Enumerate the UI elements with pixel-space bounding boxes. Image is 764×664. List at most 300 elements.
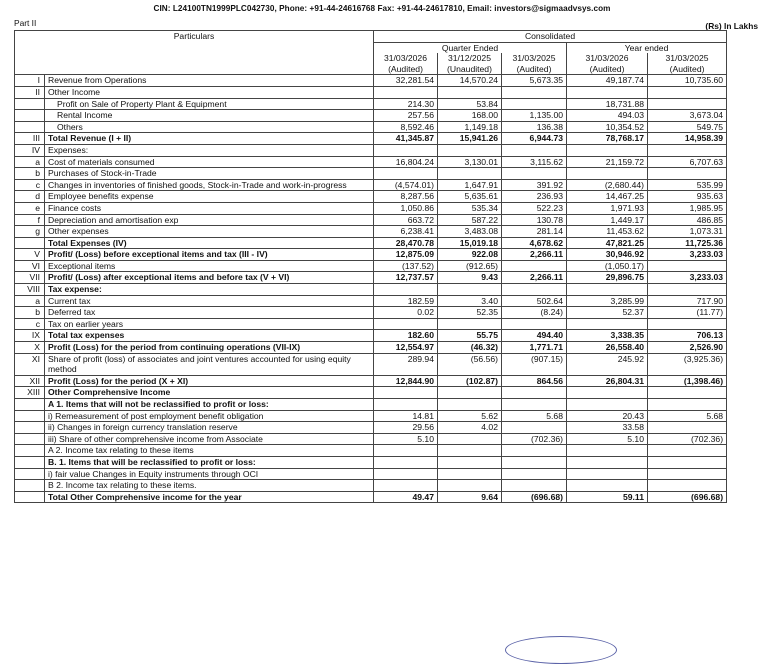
value-cell: 257.56 [374,110,438,122]
row-label: Deferred tax [45,307,374,319]
value-cell [438,387,502,399]
value-cell [502,480,567,492]
value-cell [648,480,727,492]
table-row [15,260,727,272]
table-row [15,295,727,307]
value-cell: 1,135.00 [502,110,567,122]
value-cell: 9.43 [438,272,502,284]
table-row [15,214,727,226]
value-cell: 5,635.61 [438,191,502,203]
value-cell: 29,896.75 [567,272,648,284]
currency-unit-label: (Rs) In Lakhs [705,21,758,31]
cin-contact-line: CIN: L24100TN1999PLC042730, Phone: +91-44-24616768 Fax: +91-44-24617810, Email: investors@sigmaadvsys.com [153,4,611,13]
value-cell [648,284,727,296]
row-number [15,468,45,480]
column-status: (Unaudited) [438,64,502,75]
value-cell [374,445,438,457]
value-cell: 5.68 [502,410,567,422]
table-row [15,179,727,191]
value-cell: 32,281.54 [374,75,438,87]
row-number: V [15,249,45,261]
value-cell: 522.23 [502,202,567,214]
row-number: IX [15,330,45,342]
value-cell: 12,844.90 [374,375,438,387]
row-label: Profit on Sale of Property Plant & Equipment [45,98,374,110]
row-number: VIII [15,284,45,296]
value-cell: 236.93 [502,191,567,203]
value-cell [567,399,648,411]
value-cell: 281.14 [502,226,567,238]
value-cell: 15,019.18 [438,237,502,249]
value-cell: 5.10 [374,433,438,445]
value-cell [374,456,438,468]
value-cell: 494.03 [567,110,648,122]
value-cell: 3,115.62 [502,156,567,168]
row-label: Profit/ (Loss) after exceptional items and before tax (V + VI) [45,272,374,284]
row-number [15,433,45,445]
row-label: Profit/ (Loss) before exceptional items and tax (III - IV) [45,249,374,261]
value-cell [567,144,648,156]
value-cell: 12,554.97 [374,342,438,354]
value-cell [648,98,727,110]
value-cell: 494.40 [502,330,567,342]
row-label: Total Revenue (I + II) [45,133,374,145]
value-cell: 214.30 [374,98,438,110]
value-cell [502,144,567,156]
value-cell: 549.75 [648,121,727,133]
row-number: XII [15,375,45,387]
row-label: Employee benefits expense [45,191,374,203]
value-cell [502,284,567,296]
row-number [15,410,45,422]
value-cell: 26,804.31 [567,375,648,387]
value-cell [502,445,567,457]
value-cell [648,456,727,468]
row-number: XIII [15,387,45,399]
table-row [15,410,727,422]
table-row [15,307,727,319]
table-row [15,191,727,203]
value-cell: (912.65) [438,260,502,272]
table-row [15,330,727,342]
value-cell: 3,673.04 [648,110,727,122]
value-cell: 10,354.52 [567,121,648,133]
value-cell [567,445,648,457]
value-cell: 14,570.24 [438,75,502,87]
row-number: VII [15,272,45,284]
value-cell: 5.68 [648,410,727,422]
row-number: II [15,86,45,98]
table-row [15,249,727,261]
value-cell: 5,673.35 [502,75,567,87]
row-number: c [15,179,45,191]
value-cell: 1,771.71 [502,342,567,354]
row-label: Purchases of Stock-in-Trade [45,168,374,180]
value-cell [438,86,502,98]
table-row [15,133,727,145]
table-body [15,75,727,503]
table-row [15,318,727,330]
value-cell [438,433,502,445]
value-cell [438,445,502,457]
value-cell: 55.75 [438,330,502,342]
value-cell: 3,233.03 [648,272,727,284]
value-cell [374,480,438,492]
table-row [15,445,727,457]
value-cell: 3,130.01 [438,156,502,168]
value-cell [374,468,438,480]
value-cell [438,399,502,411]
value-cell: 3,233.03 [648,249,727,261]
row-number [15,422,45,434]
value-cell: 182.59 [374,295,438,307]
table-row [15,156,727,168]
row-label: Changes in inventories of finished goods, Stock-in-Trade and work-in-progress [45,179,374,191]
row-label: A 1. Items that will not be reclassified to profit or loss: [45,399,374,411]
table-row [15,144,727,156]
column-status: (Audited) [374,64,438,75]
value-cell: 289.94 [374,353,438,375]
table-row [15,202,727,214]
value-cell [502,86,567,98]
row-number: c [15,318,45,330]
row-label: i) fair value Changes in Equity instruments through OCI [45,468,374,480]
table-row [15,272,727,284]
value-cell: 9.64 [438,491,502,503]
column-date: 31/03/2025 [502,53,567,64]
value-cell: 922.08 [438,249,502,261]
value-cell [438,284,502,296]
row-label: iii) Share of other comprehensive income from Associate [45,433,374,445]
cropped-heading-line [0,0,764,3]
row-label: ii) Changes in foreign currency translation reserve [45,422,374,434]
value-cell: (46.32) [438,342,502,354]
value-cell: 53.84 [438,98,502,110]
row-label: A 2. Income tax relating to these items [45,445,374,457]
value-cell: 6,707.63 [648,156,727,168]
row-number: f [15,214,45,226]
value-cell: (1,398.46) [648,375,727,387]
value-cell: (102.87) [438,375,502,387]
table-row [15,491,727,503]
row-number: a [15,156,45,168]
value-cell: 14,467.25 [567,191,648,203]
table-row [15,168,727,180]
value-cell: 706.13 [648,330,727,342]
value-cell: 29.56 [374,422,438,434]
row-label: Cost of materials consumed [45,156,374,168]
value-cell [502,468,567,480]
row-label: B 2. Income tax relating to these items. [45,480,374,492]
row-number [15,456,45,468]
value-cell: 49,187.74 [567,75,648,87]
value-cell: 1,449.17 [567,214,648,226]
value-cell: 4.02 [438,422,502,434]
value-cell: (3,925.36) [648,353,727,375]
consolidated-results-table [14,30,727,503]
row-label: Depreciation and amortisation exp [45,214,374,226]
column-date: 31/12/2025 [438,53,502,64]
value-cell [648,318,727,330]
value-cell [374,399,438,411]
row-number [15,110,45,122]
year-ended-header: Year ended [567,42,727,53]
value-cell [502,456,567,468]
column-status: (Audited) [567,64,648,75]
value-cell [648,422,727,434]
value-cell: 3.40 [438,295,502,307]
row-number: IV [15,144,45,156]
value-cell [502,318,567,330]
value-cell: (8.24) [502,307,567,319]
row-label: Tax expense: [45,284,374,296]
table-row [15,468,727,480]
value-cell [502,98,567,110]
value-cell [567,468,648,480]
row-label: Expenses: [45,144,374,156]
value-cell: (907.15) [502,353,567,375]
value-cell: 182.60 [374,330,438,342]
table-row [15,110,727,122]
row-label: Revenue from Operations [45,75,374,87]
row-number: b [15,307,45,319]
row-label: Total Expenses (IV) [45,237,374,249]
value-cell [648,387,727,399]
quarter-ended-header: Quarter Ended [374,42,567,53]
value-cell [648,168,727,180]
row-label: Others [45,121,374,133]
value-cell: 78,768.17 [567,133,648,145]
row-number: a [15,295,45,307]
row-number: III [15,133,45,145]
value-cell [502,399,567,411]
value-cell: 0.02 [374,307,438,319]
value-cell: 15,941.26 [438,133,502,145]
signature-stamp [505,636,617,664]
value-cell: 14.81 [374,410,438,422]
value-cell: 864.56 [502,375,567,387]
row-number [15,480,45,492]
value-cell [374,387,438,399]
table-row [15,342,727,354]
value-cell: (4,574.01) [374,179,438,191]
row-number [15,491,45,503]
table-row [15,86,727,98]
value-cell: 6,238.41 [374,226,438,238]
value-cell: 717.90 [648,295,727,307]
value-cell: 168.00 [438,110,502,122]
value-cell: 49.47 [374,491,438,503]
value-cell: 4,678.62 [502,237,567,249]
value-cell: 391.92 [502,179,567,191]
value-cell [374,144,438,156]
table-row [15,433,727,445]
value-cell: 26,558.40 [567,342,648,354]
value-cell: 11,725.36 [648,237,727,249]
row-number: b [15,168,45,180]
value-cell: 14,958.39 [648,133,727,145]
value-cell: 535.99 [648,179,727,191]
value-cell: (11.77) [648,307,727,319]
row-label: Total tax expenses [45,330,374,342]
row-label: Other Comprehensive Income [45,387,374,399]
value-cell: 935.63 [648,191,727,203]
row-number: X [15,342,45,354]
value-cell: (2,680.44) [567,179,648,191]
value-cell: 535.34 [438,202,502,214]
column-date: 31/03/2025 [648,53,727,64]
table-row [15,284,727,296]
row-label: Total Other Comprehensive income for the year [45,491,374,503]
row-number: e [15,202,45,214]
consolidated-header: Consolidated [374,31,727,43]
value-cell: (702.36) [648,433,727,445]
value-cell: 8,287.56 [374,191,438,203]
row-number: VI [15,260,45,272]
table-row [15,375,727,387]
table-row [15,121,727,133]
row-number: I [15,75,45,87]
value-cell [502,260,567,272]
value-cell: (1,050.17) [567,260,648,272]
value-cell [374,284,438,296]
value-cell: 1,647.91 [438,179,502,191]
value-cell [648,399,727,411]
row-number [15,399,45,411]
row-label: Profit (Loss) for the period from continuing operations (VII-IX) [45,342,374,354]
value-cell: 20.43 [567,410,648,422]
value-cell [648,86,727,98]
value-cell: 5.62 [438,410,502,422]
row-number: XI [15,353,45,375]
value-cell: (702.36) [502,433,567,445]
value-cell: 10,735.60 [648,75,727,87]
value-cell: (56.56) [438,353,502,375]
value-cell: 2,266.11 [502,249,567,261]
row-number [15,98,45,110]
row-label: Other expenses [45,226,374,238]
value-cell [502,168,567,180]
value-cell: 2,266.11 [502,272,567,284]
table-row [15,387,727,399]
value-cell: 21,159.72 [567,156,648,168]
value-cell [374,168,438,180]
value-cell [502,387,567,399]
value-cell [567,168,648,180]
value-cell: 136.38 [502,121,567,133]
row-number: d [15,191,45,203]
value-cell: 3,338.35 [567,330,648,342]
value-cell: 11,453.62 [567,226,648,238]
value-cell [648,468,727,480]
table-row [15,480,727,492]
value-cell: 2,526.90 [648,342,727,354]
value-cell: 16,804.24 [374,156,438,168]
row-label: Finance costs [45,202,374,214]
column-status: (Audited) [502,64,567,75]
value-cell [648,445,727,457]
value-cell: 130.78 [502,214,567,226]
value-cell [438,318,502,330]
row-label: Exceptional items [45,260,374,272]
value-cell: 12,875.09 [374,249,438,261]
value-cell [374,318,438,330]
value-cell [567,387,648,399]
part-label: Part II [14,18,37,28]
row-label: Other Income [45,86,374,98]
value-cell [438,456,502,468]
value-cell [648,260,727,272]
value-cell: 1,050.86 [374,202,438,214]
row-number: g [15,226,45,238]
value-cell: 59.11 [567,491,648,503]
value-cell: 52.37 [567,307,648,319]
value-cell: 1,985.95 [648,202,727,214]
value-cell: 47,821.25 [567,237,648,249]
value-cell [438,480,502,492]
table-row [15,98,727,110]
column-date: 31/03/2026 [374,53,438,64]
value-cell: 8,592.46 [374,121,438,133]
value-cell: 5.10 [567,433,648,445]
value-cell [648,144,727,156]
value-cell: 663.72 [374,214,438,226]
table-row [15,456,727,468]
value-cell: 30,946.92 [567,249,648,261]
value-cell [374,86,438,98]
value-cell: 1,971.93 [567,202,648,214]
value-cell: 486.85 [648,214,727,226]
row-number [15,445,45,457]
particulars-header: Particulars [15,31,374,75]
value-cell [567,318,648,330]
value-cell [567,456,648,468]
table-row [15,353,727,375]
value-cell: 18,731.88 [567,98,648,110]
value-cell [438,144,502,156]
value-cell [502,422,567,434]
row-number [15,237,45,249]
row-label: i) Remeasurement of post employment benefit obligation [45,410,374,422]
column-date: 31/03/2026 [567,53,648,64]
value-cell: (696.68) [648,491,727,503]
row-label: Profit (Loss) for the period (X + XI) [45,375,374,387]
value-cell: 33.58 [567,422,648,434]
value-cell: 12,737.57 [374,272,438,284]
table-row [15,422,727,434]
value-cell [567,284,648,296]
value-cell [567,86,648,98]
row-label: Current tax [45,295,374,307]
value-cell: 587.22 [438,214,502,226]
value-cell: 3,483.08 [438,226,502,238]
value-cell: 1,073.31 [648,226,727,238]
value-cell: 6,944.73 [502,133,567,145]
value-cell [438,468,502,480]
table-row [15,237,727,249]
value-cell: 28,470.78 [374,237,438,249]
row-label: Tax on earlier years [45,318,374,330]
row-label: Rental Income [45,110,374,122]
value-cell: 502.64 [502,295,567,307]
table-row [15,226,727,238]
value-cell [438,168,502,180]
row-number [15,121,45,133]
value-cell: 3,285.99 [567,295,648,307]
row-label: B. 1. Items that will be reclassified to profit or loss: [45,456,374,468]
table-row [15,399,727,411]
column-status: (Audited) [648,64,727,75]
